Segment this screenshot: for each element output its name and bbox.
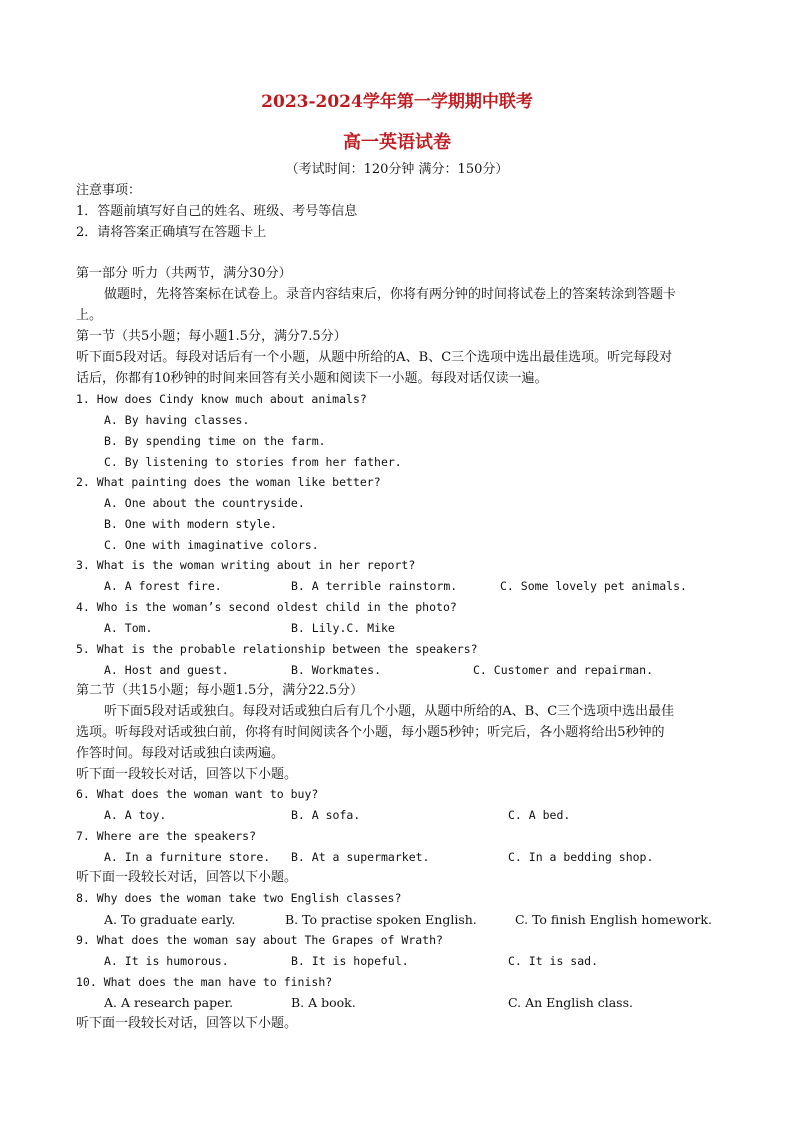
notes-heading: 注意事项：: [76, 183, 142, 198]
long-dialogue-prompt: 听下面一段较长对话，回答以下小题。: [76, 1016, 298, 1031]
section1-instruction: 听下面5段对话。每段对话后有一个小题，从题中所给的A、B、C三个选项中选出最佳选项。听完每段对: [76, 350, 673, 365]
question-option: C. In a bedding shop.: [508, 850, 654, 864]
section2-heading: 第二节（共15小题；每小题1.5分，满分22.5分）: [76, 683, 364, 698]
exam-info: （考试时间：120分钟 满分：150分）: [285, 162, 509, 177]
question-option: C. A bed.: [508, 808, 571, 822]
question-option: B. A terrible rainstorm.: [291, 579, 458, 593]
question-option: A. Host and guest.: [104, 663, 229, 677]
part1-instruction: 做题时，先将答案标在试卷上。录音内容结束后，你将有两分钟的时间将试卷上的答案转涂到答题卡: [104, 287, 677, 302]
section2-instruction: 听下面5段对话或独白。每段对话或独白后有几个小题，从题中所给的A、B、C三个选项中选出最佳: [104, 704, 675, 719]
question-stem: 7. Where are the speakers?: [76, 829, 257, 843]
question-option: A. One about the countryside.: [104, 496, 305, 510]
question-option: C. An English class.: [508, 995, 633, 1010]
question-option: A. A research paper.: [104, 995, 234, 1010]
question-option: B. A sofa.: [291, 808, 361, 822]
question-option: C. One with imaginative colors.: [104, 538, 319, 552]
question-stem: 8. Why does the woman take two English classes?: [76, 891, 402, 905]
question-option: A. It is humorous.: [104, 954, 229, 968]
long-dialogue-prompt: 听下面一段较长对话，回答以下小题。: [76, 767, 298, 782]
section2-instruction-cont: 作答时间。每段对话或独白读两遍。: [76, 746, 285, 761]
notes-item: 1．答题前填写好自己的姓名、班级、考号等信息: [76, 204, 358, 219]
question-stem: 2. What painting does the woman like better?: [76, 475, 381, 489]
question-stem: 10. What does the man have to finish?: [76, 975, 333, 989]
question-option: A. In a furniture store.: [104, 850, 271, 864]
question-option: B. Workmates.: [291, 663, 382, 677]
question-option: B. Lily.C. Mike: [291, 621, 395, 635]
question-option: A. Tom.: [104, 621, 153, 635]
part1-heading: 第一部分 听力（共两节，满分30分）: [76, 266, 292, 281]
question-stem: 4. Who is the woman’s second oldest child in the photo?: [76, 600, 457, 614]
question-option: C. It is sad.: [508, 954, 599, 968]
exam-subtitle: 高一英语试卷: [343, 132, 451, 153]
section1-heading: 第一节（共5小题；每小题1.5分，满分7.5分）: [76, 329, 347, 344]
question-option: B. To practise spoken English.: [285, 912, 477, 927]
question-option: A. To graduate early.: [104, 912, 236, 927]
question-option: B. At a supermarket.: [291, 850, 430, 864]
long-dialogue-prompt: 听下面一段较长对话，回答以下小题。: [76, 870, 298, 885]
question-option: C. By listening to stories from her father.: [104, 455, 402, 469]
question-option: B. One with modern style.: [104, 517, 278, 531]
question-stem: 6. What does the woman want to buy?: [76, 787, 319, 801]
question-option: C. Customer and repairman.: [473, 663, 654, 677]
question-option: B. It is hopeful.: [291, 954, 409, 968]
section1-instruction-cont: 话后，你都有10秒钟的时间来回答有关小题和阅读下一小题。每段对话仅读一遍。: [76, 371, 548, 386]
part1-instruction-cont: 上。: [76, 308, 103, 323]
question-option: A. A toy.: [104, 808, 167, 822]
question-stem: 3. What is the woman writing about in her report?: [76, 558, 416, 572]
question-option: B. By spending time on the farm.: [104, 434, 326, 448]
question-stem: 1. How does Cindy know much about animals?: [76, 392, 367, 406]
notes-item: 2．请将答案正确填写在答题卡上: [76, 225, 267, 240]
question-option: B. A book.: [291, 995, 356, 1010]
question-stem: 9. What does the woman say about The Grapes of Wrath?: [76, 933, 443, 947]
question-option: C. To finish English homework.: [515, 912, 712, 927]
question-option: A. By having classes.: [104, 413, 250, 427]
question-option: C. Some lovely pet animals.: [500, 579, 687, 593]
question-stem: 5. What is the probable relationship between the speakers?: [76, 642, 478, 656]
question-option: A. A forest fire.: [104, 579, 222, 593]
exam-title: 2023-2024学年第一学期期中联考: [261, 92, 533, 112]
section2-instruction-cont: 选项。听每段对话或独白前，你将有时间阅读各个小题，每小题5秒钟；听完后，各小题将给出5秒钟的: [76, 725, 665, 740]
